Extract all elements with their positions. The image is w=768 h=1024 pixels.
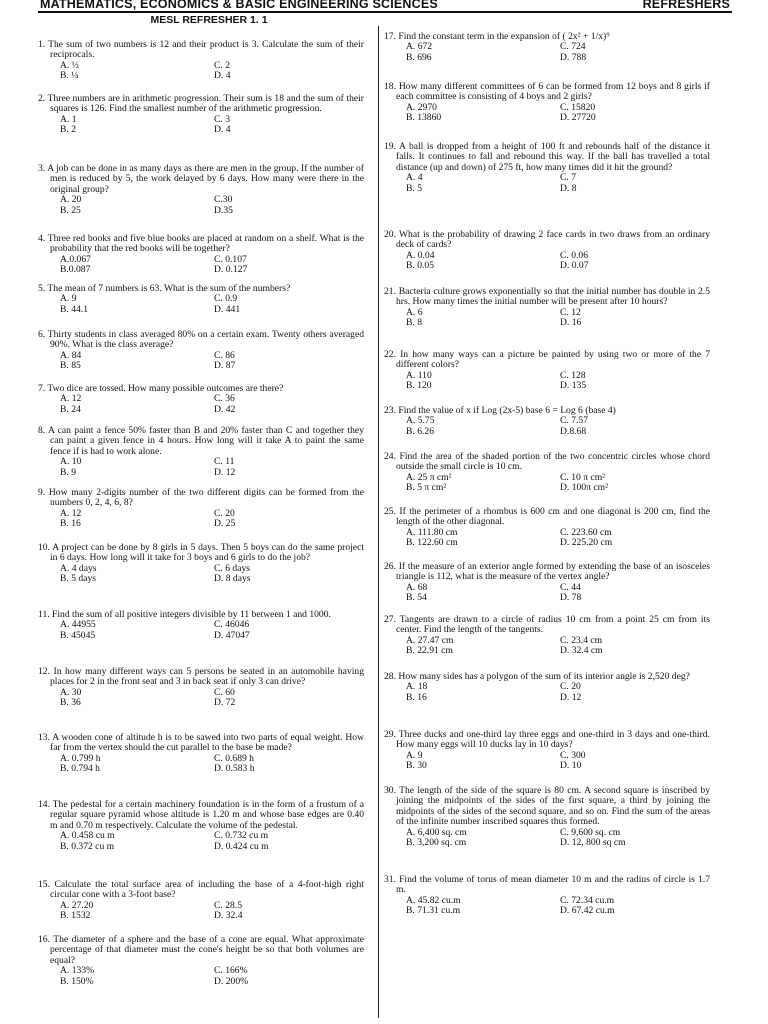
choice-d: D. 72: [214, 697, 236, 709]
question-item: [384, 82, 710, 124]
choice-c: C. 44: [560, 581, 581, 593]
choice-d: D. 8: [560, 182, 577, 194]
choice-c: C. 36: [214, 393, 235, 405]
choice-c: C. 0.732 cu m: [214, 830, 269, 842]
choice-a: A. 4 days: [60, 562, 97, 574]
answer-choices: [384, 251, 710, 272]
choice-a: A. 0.799 h: [60, 752, 101, 764]
answer-choices: [38, 901, 364, 922]
choice-d: D. 25: [214, 518, 236, 530]
choice-c: C. 724: [560, 41, 586, 53]
document-subtitle: MESL REFRESHER 1. 1: [150, 14, 268, 26]
answer-choices: [384, 416, 710, 437]
choice-a: A. 6,400 sq. cm: [406, 826, 467, 838]
choice-a: A. 5.75: [406, 415, 435, 427]
choice-a: A. 6: [406, 306, 423, 318]
question-item: [384, 615, 710, 657]
question-text: 6. Thirty students in class averaged 80% on a certain exam. Twenty others averaged 90%. What is the class average?: [38, 329, 364, 351]
question-item: [38, 40, 364, 82]
answer-choices: [38, 754, 364, 775]
choice-a: A. 4: [406, 172, 423, 184]
question-item: [38, 543, 364, 585]
choice-d: D. 4: [214, 124, 231, 136]
question-text: 9. How many 2-digits number of the two different digits can be formed from the numbers 0, 2, 4, 6, 8?: [38, 487, 364, 509]
choice-c: C. 10 π cm²: [560, 471, 606, 483]
answer-choices: [384, 682, 710, 703]
question-text: 8. A can paint a fence 50% faster than B and 20% faster than C and together they can paint a given fence in 4 hours. How long will it take A to paint the same fence if is had to work alone.: [38, 425, 364, 457]
choice-a: A. 27.20: [60, 899, 94, 911]
question-text: 29. Three ducks and one-third lay three eggs and one-third in 3 days and one-third. How many eggs will 10 ducks lay in 10 days?: [384, 729, 710, 751]
answer-choices: [38, 351, 364, 372]
question-text: 22. In how many ways can a picture be painted by using two or more of the 7 different colors?: [384, 349, 710, 371]
header-right-label: REFRESHERS: [642, 0, 730, 11]
question-text: 23. Find the value of x if Log (2x-5) base 6 = Log 6 (base 4): [384, 405, 616, 416]
choice-b: B. 0.05: [406, 260, 434, 272]
choice-c: C. 20: [214, 507, 235, 519]
question-item: [38, 284, 364, 315]
choice-b: B. 120: [406, 380, 432, 392]
answer-choices: [384, 636, 710, 657]
column-divider: [378, 26, 379, 1018]
question-item: [384, 230, 710, 272]
choice-d: D.35: [214, 204, 233, 216]
choice-d: D. 788: [560, 51, 587, 63]
choice-b: B. 8: [406, 317, 422, 329]
choice-a: A. 10: [60, 456, 82, 468]
choice-b: B. 1532: [60, 910, 91, 922]
question-text: 13. A wooden cone of altitude h is to be sawed into two parts of equal weight. How far from the vertex should the cut parallel to the base be made?: [38, 732, 364, 754]
choice-b: B. 85: [60, 360, 81, 372]
question-text: 10. A project can be done by 8 girls in 5 days. Then 5 boys can do the same project in 6 days. How long will it take for 3 boys and 6 girls to do the job?: [38, 542, 364, 564]
choice-a: A. 12: [60, 507, 82, 519]
choice-d: D. 225.20 cm: [560, 537, 613, 549]
answer-choices: [38, 255, 364, 276]
question-text: 25. If the perimeter of a rhombus is 600 cm and one diagonal is 200 cm, find the length of the other diagonal.: [384, 506, 710, 528]
question-text: 27. Tangents are drawn to a circle of radius 10 cm from a point 25 cm from its center. Find the length of the tangents.: [384, 614, 710, 636]
question-item: [384, 672, 710, 703]
choice-c: C. 223.60 cm: [560, 526, 612, 538]
choice-b: B. 2: [60, 124, 76, 136]
choice-a: A. 20: [60, 194, 82, 206]
choice-d: D. 12: [214, 466, 236, 478]
question-item: [38, 935, 364, 987]
choice-a: A. 44955: [60, 619, 96, 631]
question-text: 17. Find the constant term in the expansion of ( 2x² + 1/x)⁹: [384, 31, 610, 42]
choice-d: D. 78: [560, 592, 582, 604]
question-item: [38, 800, 364, 852]
choice-d: D. 8 days: [214, 573, 251, 585]
question-item: [38, 488, 364, 530]
question-text: 16. The diameter of a sphere and the base of a cone are equal. What approximate percentage of that diameter must the cone's height be so that both volumes are equal?: [38, 934, 364, 966]
choice-a: A. 110: [406, 369, 432, 381]
question-item: [384, 730, 710, 772]
choice-c: C. 15820: [560, 101, 596, 113]
answer-choices: [38, 294, 364, 315]
choice-d: D. 100π cm²: [560, 482, 608, 494]
choice-b: B. 6.26: [406, 425, 434, 437]
question-item: [384, 875, 710, 917]
choice-c: C. 23.4 cm: [560, 634, 603, 646]
choice-b: B. 150%: [60, 975, 94, 987]
choice-b: B. 0.794 h: [60, 763, 100, 775]
choice-a: A. 0.458 cu m: [60, 830, 115, 842]
choice-c: C. 3: [214, 113, 230, 125]
answer-choices: [384, 371, 710, 392]
choice-b: B. 122.60 cm: [406, 537, 458, 549]
question-text: 26. If the measure of an exterior angle formed by extending the base of an isosceles triangle is 112, what is the measure of the vertex angle?: [384, 561, 710, 583]
answer-choices: [38, 115, 364, 136]
choice-a: A. 68: [406, 581, 428, 593]
question-item: [384, 142, 710, 194]
choice-b: B. 36: [60, 697, 81, 709]
question-item: [38, 426, 364, 478]
question-text: 31. Find the volume of torus of mean diameter 10 m and the radius of circle is 1.7 m.: [384, 874, 710, 896]
choice-b: B. 696: [406, 51, 432, 63]
answer-choices: [38, 61, 364, 82]
header-title: MATHEMATICS, ECONOMICS & BASIC ENGINEERING SCIENCES: [40, 0, 438, 11]
choice-c: C. 0.06: [560, 249, 588, 261]
question-item: [384, 507, 710, 549]
choice-d: D. 47047: [214, 629, 250, 641]
choice-d: D. 12: [560, 691, 582, 703]
answer-choices: [384, 473, 710, 494]
choice-c: C. 0.107: [214, 253, 247, 265]
choice-a: A. 2970: [406, 101, 437, 113]
question-item: [38, 330, 364, 372]
answer-choices: [38, 195, 364, 216]
choice-a: A. 1: [60, 113, 77, 125]
question-item: [384, 350, 710, 392]
choice-c: C.30: [214, 194, 233, 206]
question-text: 28. How many sides has a polygon of the sum of its interior angle is 2,520 deg?: [384, 671, 690, 682]
choice-c: C. 86: [214, 349, 235, 361]
answer-choices: [384, 173, 710, 194]
choice-b: B. 24: [60, 403, 81, 415]
question-text: 24. Find the area of the shaded portion of the two concentric circles whose chord outside the small circle is 10 cm.: [384, 451, 710, 473]
question-text: 21. Bacteria culture grows exponentially so that the initial number has double in 2.5 hrs. How many times the initial number will be present after 10 hours?: [384, 286, 710, 308]
question-text: 14. The pedestal for a certain machinery foundation is in the form of a frustum of a regular square pyramid whose altitude is 1.20 m and whose base edges are 0.40 m and 0.70 m respectively. Calculate the volume of the pedestal.: [38, 799, 364, 831]
question-item: [38, 384, 364, 415]
choice-b: B. ¼: [60, 70, 79, 82]
answer-choices: [38, 688, 364, 709]
page-header: [40, 0, 730, 10]
choice-d: D. 0.583 h: [214, 763, 255, 775]
choice-a: A. 18: [406, 681, 428, 693]
choice-c: C. 9,600 sq. cm: [560, 826, 621, 838]
choice-a: A. 111.80 cm: [406, 526, 458, 538]
question-text: 7. Two dice are tossed. How many possible outcomes are there?: [38, 383, 284, 394]
choice-c: C. 60: [214, 686, 235, 698]
answer-choices: [38, 457, 364, 478]
choice-b: B. 44.1: [60, 303, 88, 315]
choice-b: B. 16: [406, 691, 427, 703]
choice-c: C. 0.689 h: [214, 752, 254, 764]
choice-a: A. 27.47 cm: [406, 634, 454, 646]
answer-choices: [38, 831, 364, 852]
choice-d: D.8.68: [560, 425, 587, 437]
question-text: 1. The sum of two numbers is 12 and their product is 3. Calculate the sum of their reciprocals.: [38, 39, 364, 61]
choice-b: B. 71.31 cu.m: [406, 905, 461, 917]
answer-choices: [38, 394, 364, 415]
choice-d: D. 4: [214, 70, 231, 82]
answer-choices: [38, 966, 364, 987]
question-text: 11. Find the sum of all positive integers divisible by 11 between 1 and 1000.: [38, 609, 331, 620]
question-text: 30. The length of the side of the square is 80 cm. A second square is inscribed by joining the midpoints of the sides of the first square, a third by joining the midpoints of the sides of the second square, and so on. Find the sum of the areas of the infinite number inscribed squares thus formed.: [384, 785, 710, 828]
choice-d: D. 42: [214, 403, 236, 415]
question-item: [38, 164, 364, 216]
choice-c: C. 20: [560, 681, 581, 693]
choice-d: D. 135: [560, 380, 587, 392]
choice-d: D. 441: [214, 303, 241, 315]
question-text: 18. How many different committees of 6 can be formed from 12 boys and 8 girls if each committee is consisting of 4 boys and 2 girls?: [384, 81, 710, 103]
choice-d: D. 0.07: [560, 260, 589, 272]
choice-a: A. ⅓: [60, 59, 79, 71]
answer-choices: [384, 308, 710, 329]
choice-c: C. 12: [560, 306, 581, 318]
choice-c: C. 46046: [214, 619, 250, 631]
choice-d: D. 0.424 cu m: [214, 840, 269, 852]
question-text: 12. In how many different ways can 5 persons be seated in an automobile having places for 2 in the front seat and 3 in back seat if only 3 can drive?: [38, 666, 364, 688]
choice-b: B. 0.372 cu m: [60, 840, 115, 852]
choice-d: D. 32.4: [214, 910, 243, 922]
question-item: [38, 234, 364, 276]
choice-c: C. 7.57: [560, 415, 588, 427]
question-item: [384, 406, 710, 437]
choice-b: B. 3,200 sq. cm: [406, 837, 467, 849]
choice-b: B. 5: [406, 182, 422, 194]
choice-d: D. 32.4 cm: [560, 645, 603, 657]
choice-a: A. 672: [406, 41, 433, 53]
question-text: 20. What is the probability of drawing 2 face cards in two draws from an ordinary deck of cards?: [384, 229, 710, 251]
question-text: 19. A ball is dropped from a height of 100 ft and rebounds half of the distance it falls. It continues to fall and rebound this way. If the ball has travelled a total distance (up and down) of 275 ft, how many times did it hit the ground?: [384, 141, 710, 173]
answer-choices: [38, 509, 364, 530]
answer-choices: [384, 42, 710, 63]
choice-b: B. 22.91 cm: [406, 645, 453, 657]
choice-b: B. 25: [60, 204, 81, 216]
answer-choices: [384, 828, 710, 849]
question-item: [384, 562, 710, 604]
choice-c: C. 300: [560, 749, 586, 761]
choice-c: C. 166%: [214, 965, 248, 977]
choice-d: D. 16: [560, 317, 582, 329]
choice-b: B. 13860: [406, 112, 442, 124]
choice-b: B. 9: [60, 466, 76, 478]
header-rule: [38, 11, 732, 13]
question-item: [38, 94, 364, 136]
choice-a: A. 12: [60, 393, 82, 405]
question-item: [384, 786, 710, 848]
choice-a: A. 0.04: [406, 249, 435, 261]
choice-b: B. 54: [406, 592, 427, 604]
answer-choices: [384, 583, 710, 604]
question-item: [384, 32, 710, 63]
question-item: [384, 452, 710, 494]
choice-c: C. 6 days: [214, 562, 250, 574]
choice-d: D. 27720: [560, 112, 596, 124]
question-text: 4. Three red books and five blue books are placed at random on a shelf. What is the probability that the red books will be together?: [38, 233, 364, 255]
answer-choices: [384, 528, 710, 549]
question-item: [38, 610, 364, 641]
question-text: 3. A job can be done in as many days as there are men in the group. If the number of men is reduced by 5, the work delayed by 6 days. How many were there in the original group?: [38, 163, 364, 195]
choice-c: C. 28.5: [214, 899, 242, 911]
question-text: 5. The mean of 7 numbers is 63. What is the sum of the numbers?: [38, 283, 291, 294]
choice-b: B. 5 π cm²: [406, 482, 447, 494]
question-item: [384, 287, 710, 329]
choice-a: A.0.067: [60, 253, 91, 265]
question-item: [38, 880, 364, 922]
choice-c: C. 0.9: [214, 293, 238, 305]
choice-a: A. 84: [60, 349, 82, 361]
choice-a: A. 25 π cm²: [406, 471, 452, 483]
choice-c: C. 72.34 cu.m: [560, 894, 615, 906]
choice-a: A. 9: [406, 749, 423, 761]
choice-b: B. 16: [60, 518, 81, 530]
choice-c: C. 2: [214, 59, 230, 71]
choice-a: A. 45.82 cu.m: [406, 894, 461, 906]
question-text: 15. Calculate the total surface area of including the base of a 4-foot-high right circular cone with a 3-foot base?: [38, 879, 364, 901]
choice-a: A. 133%: [60, 965, 95, 977]
choice-c: C. 11: [214, 456, 235, 468]
question-text: 2. Three numbers are in arithmetic progression. Their sum is 18 and the sum of their squares is 126. Find the smallest number of the arithmetic progression.: [38, 93, 364, 115]
choice-d: D. 200%: [214, 975, 249, 987]
choice-d: D. 12, 800 sq cm: [560, 837, 626, 849]
choice-b: B.0.087: [60, 264, 91, 276]
answer-choices: [384, 751, 710, 772]
question-item: [38, 733, 364, 775]
choice-c: C. 128: [560, 369, 586, 381]
choice-b: B. 45045: [60, 629, 96, 641]
choice-a: A. 30: [60, 686, 82, 698]
answer-choices: [38, 564, 364, 585]
answer-choices: [384, 896, 710, 917]
choice-c: C. 7: [560, 172, 576, 184]
choice-a: A. 9: [60, 293, 77, 305]
choice-d: D. 67.42 cu.m: [560, 905, 615, 917]
choice-b: B. 30: [406, 760, 427, 772]
answer-choices: [38, 620, 364, 641]
choice-d: D. 0.127: [214, 264, 248, 276]
choice-d: D. 10: [560, 760, 582, 772]
answer-choices: [384, 103, 710, 124]
choice-d: D. 87: [214, 360, 236, 372]
choice-b: B. 5 days: [60, 573, 96, 585]
question-item: [38, 667, 364, 709]
